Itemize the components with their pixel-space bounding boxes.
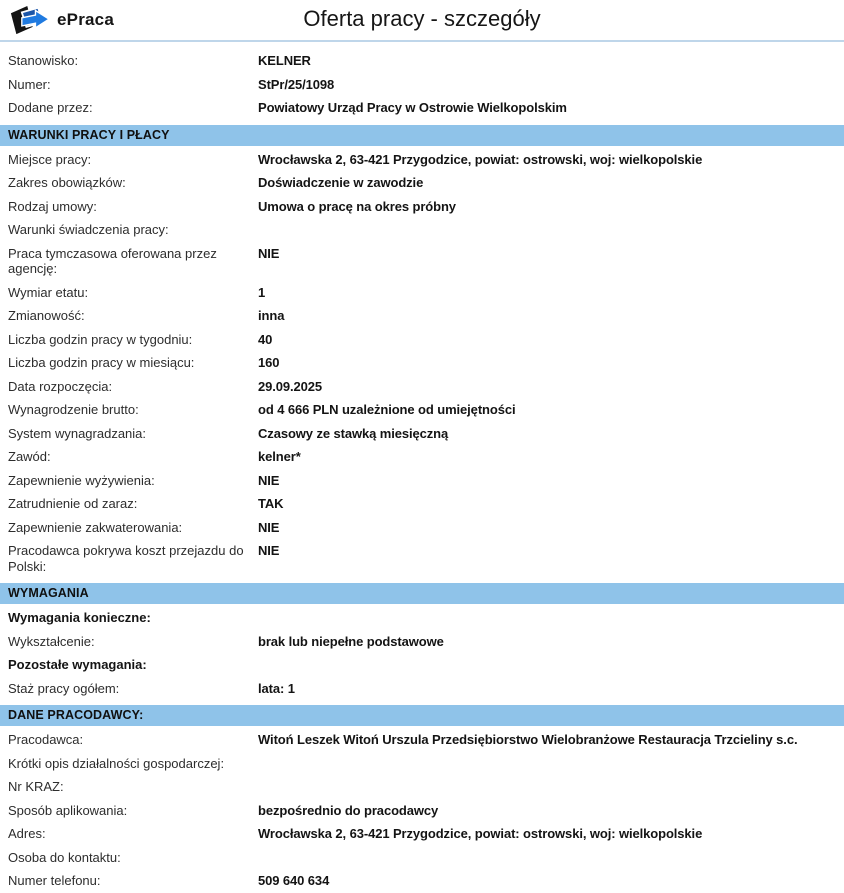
field-value: NIE xyxy=(258,472,280,488)
detail-row xyxy=(0,752,844,776)
detail-row xyxy=(0,606,844,630)
field-value: 29.09.2025 xyxy=(258,378,323,394)
page-title: Oferta pracy - szczegóły xyxy=(303,6,541,31)
detail-row xyxy=(0,375,844,399)
detail-row xyxy=(0,422,844,446)
field-value: 40 xyxy=(258,331,273,347)
offer-sections xyxy=(0,125,844,893)
detail-row xyxy=(0,775,844,799)
section-header-bar: WYMAGANIA xyxy=(0,583,844,604)
detail-row xyxy=(0,49,844,73)
field-label: Data rozpoczęcia: xyxy=(8,378,113,394)
detail-row xyxy=(0,869,844,893)
field-label: Dodane przez: xyxy=(8,100,93,115)
detail-row xyxy=(0,328,844,352)
field-value: 160 xyxy=(258,355,280,370)
offer-summary-rows xyxy=(0,42,844,120)
field-label: Rodzaj umowy: xyxy=(8,198,97,214)
field-label: Pracodawca pokrywa koszt przejazdu do Polski: xyxy=(8,543,244,574)
field-value: Powiatowy Urząd Pracy w Ostrowie Wielkopolskim xyxy=(258,100,567,115)
field-value: NIE xyxy=(258,543,280,558)
field-label: Wykształcenie: xyxy=(8,633,95,649)
detail-row xyxy=(0,822,844,846)
field-value: StPr/25/1098 xyxy=(258,76,335,92)
detail-row xyxy=(0,492,844,516)
field-label: System wynagradzania: xyxy=(8,425,147,441)
epraca-logo-text: ePraca xyxy=(57,10,114,29)
field-value: bezpośrednio do pracodawcy xyxy=(258,802,439,818)
field-value: inna xyxy=(258,308,285,323)
section-header-bar: WARUNKI PRACY I PŁACY xyxy=(0,125,844,146)
detail-row xyxy=(0,653,844,677)
field-label: Zawód: xyxy=(8,449,51,464)
field-label: Adres: xyxy=(8,826,46,841)
field-label: Zatrudnienie od zaraz: xyxy=(8,496,138,511)
detail-row xyxy=(0,799,844,823)
section-rows xyxy=(0,726,844,893)
page-header xyxy=(0,0,844,42)
field-label: Numer: xyxy=(8,76,51,92)
field-label: Zapewnienie zakwaterowania: xyxy=(8,519,183,535)
detail-row xyxy=(0,516,844,540)
detail-row xyxy=(0,728,844,752)
field-label: Krótki opis działalności gospodarczej: xyxy=(8,755,225,771)
detail-row xyxy=(0,445,844,469)
field-label: Wymagania konieczne: xyxy=(8,610,151,625)
field-label: Warunki świadczenia pracy: xyxy=(8,222,169,237)
offer-section xyxy=(0,125,844,579)
field-label: Liczba godzin pracy w tygodniu: xyxy=(8,331,193,347)
field-label: Zakres obowiązków: xyxy=(8,175,126,190)
field-label: Numer telefonu: xyxy=(8,873,101,888)
field-value: brak lub niepełne podstawowe xyxy=(258,633,444,649)
offer-section xyxy=(0,583,844,700)
field-value: Czasowy ze stawką miesięczną xyxy=(258,425,449,441)
field-label: Miejsce pracy: xyxy=(8,151,92,167)
detail-row xyxy=(0,539,844,578)
detail-row xyxy=(0,73,844,97)
detail-row xyxy=(0,304,844,328)
offer-section xyxy=(0,705,844,893)
detail-row xyxy=(0,281,844,305)
section-header-bar: DANE PRACODAWCY: xyxy=(0,705,844,726)
detail-row xyxy=(0,677,844,701)
field-label: Praca tymczasowa oferowana przez agencję: xyxy=(8,245,217,276)
section-rows xyxy=(0,604,844,700)
detail-row xyxy=(0,398,844,422)
detail-row xyxy=(0,846,844,870)
detail-row xyxy=(0,469,844,493)
epraca-logo xyxy=(10,5,114,36)
detail-row xyxy=(0,351,844,375)
detail-row xyxy=(0,242,844,281)
detail-row xyxy=(0,96,844,120)
field-value: od 4 666 PLN uzależnione od umiejętności xyxy=(258,402,516,417)
field-label: Staż pracy ogółem: xyxy=(8,680,120,696)
field-label: Liczba godzin pracy w miesiącu: xyxy=(8,355,195,370)
field-label: Nr KRAZ: xyxy=(8,779,64,794)
detail-row xyxy=(0,171,844,195)
detail-row xyxy=(0,148,844,172)
field-label: Sposób aplikowania: xyxy=(8,802,128,818)
detail-row xyxy=(0,195,844,219)
field-value: 1 xyxy=(258,284,266,300)
field-label: Wymiar etatu: xyxy=(8,284,89,300)
field-value: lata: 1 xyxy=(258,680,295,696)
detail-row xyxy=(0,630,844,654)
field-value: Wrocławska 2, 63-421 Przygodzice, powiat: ostrowski, woj: wielkopolskie xyxy=(258,826,703,841)
detail-row xyxy=(0,218,844,242)
field-value: Witoń Leszek Witoń Urszula Przedsiębiorstwo Wielobranżowe Restauracja Trzcieliny s.c. xyxy=(258,732,798,747)
field-value: Doświadczenie w zawodzie xyxy=(258,175,424,190)
field-value: KELNER xyxy=(258,53,311,68)
field-label: Zmianowość: xyxy=(8,308,85,323)
field-value: kelner* xyxy=(258,449,301,464)
field-label: Pozostałe wymagania: xyxy=(8,657,147,672)
field-value: NIE xyxy=(258,245,280,261)
field-value: TAK xyxy=(258,496,284,511)
field-label: Stanowisko: xyxy=(8,53,79,68)
field-value: Umowa o pracę na okres próbny xyxy=(258,198,456,214)
field-value: 509 640 634 xyxy=(258,873,330,888)
field-value: NIE xyxy=(258,519,280,535)
section-rows xyxy=(0,146,844,579)
field-label: Wynagrodzenie brutto: xyxy=(8,402,139,417)
field-label: Osoba do kontaktu: xyxy=(8,849,121,865)
field-label: Pracodawca: xyxy=(8,732,84,747)
field-value: Wrocławska 2, 63-421 Przygodzice, powiat: ostrowski, woj: wielkopolskie xyxy=(258,151,703,167)
epraca-logo-icon xyxy=(10,5,50,36)
field-label: Zapewnienie wyżywienia: xyxy=(8,472,155,488)
